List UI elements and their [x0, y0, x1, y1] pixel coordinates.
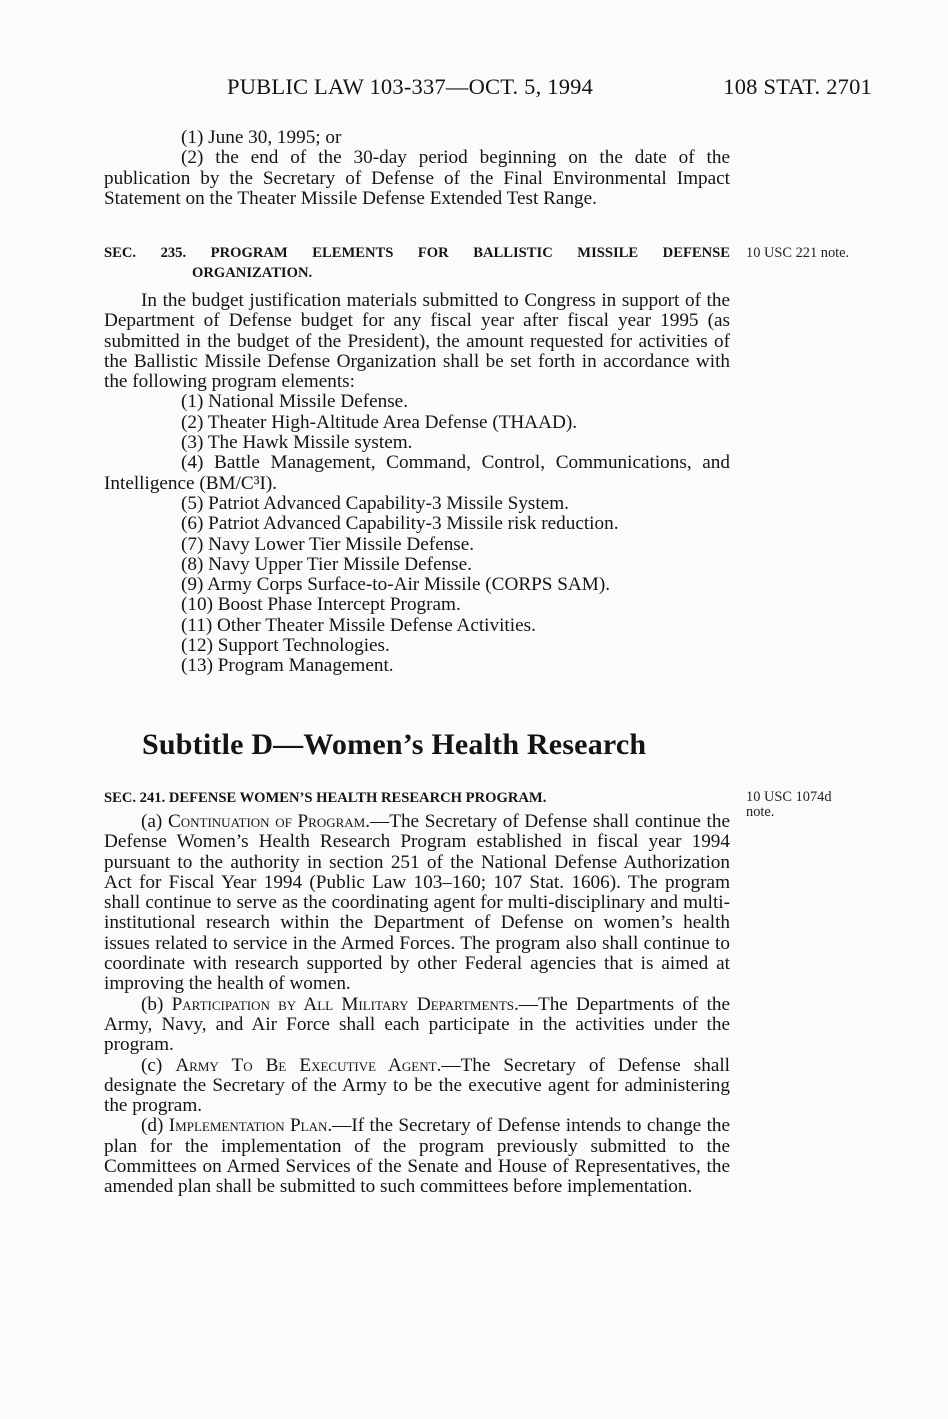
page-header-stat: 108 STAT. 2701 — [723, 74, 872, 99]
section-heading-line: ORGANIZATION. — [192, 265, 313, 281]
margin-note-line: 10 USC 1074d — [746, 789, 832, 805]
list-item: (12) Support Technologies. — [181, 635, 390, 657]
list-item: (6) Patriot Advanced Capability-3 Missile risk reduction. — [181, 513, 619, 535]
subsection-c — [104, 1056, 730, 1117]
list-item: (5) Patriot Advanced Capability-3 Missile System. — [181, 492, 569, 514]
subsection-caption: Implementation Plan. — [168, 1115, 333, 1137]
list-item: (2) the end of the 30-day period beginning on the date of the publication by the Secretary of Defense of the Final Environmental Impact Statement on the Theater Missile Defense Extended Test Range. — [104, 147, 730, 209]
list-item: (1) National Missile Defense. — [181, 391, 408, 413]
subsection-text: —The Secretary of Defense shall continue the Defense Women’s Health Research Program established in fiscal year 1994 pursuant to the authority in section 251 of the National Defense Authorization Act for Fiscal Year 1994 (Public Law 103–160; 107 Stat. 1606). The program shall continue to serve as the coordinating agent for multi-disciplinary and multi-institutional research within the Department of Defense on women’s health issues related to service in the Armed Forces. The program also shall continue to coordinate with research supported by other Federal agencies that is aimed at improving the health of women. — [104, 811, 730, 995]
list-item: (9) Army Corps Surface-to-Air Missile (CORPS SAM). — [181, 574, 611, 596]
subsection-text: —If the Secretary of Defense intends to change the plan for the implementation of the program previously submitted to the Committees on Armed Services of the Senate and House of Representatives, the amended plan shall be submitted to such committees before implementation. — [104, 1115, 731, 1198]
program-elements-list — [104, 392, 730, 676]
subsection-label: (b) — [141, 993, 164, 1015]
section-heading-line: SEC. 235. PROGRAM ELEMENTS FOR BALLISTIC MISSILE DEFENSE — [104, 245, 730, 261]
page-header-title: PUBLIC LAW 103-337—OCT. 5, 1994 — [227, 74, 594, 99]
subsection-caption: Continuation of Program. — [167, 811, 371, 832]
section-body-235 — [104, 291, 730, 677]
subsection-b — [104, 995, 730, 1056]
list-item: (8) Navy Upper Tier Missile Defense. — [181, 553, 472, 575]
subsection-text: —The Secretary of Defense shall designate the Secretary of the Army to be the executive agent for administering the program. — [104, 1054, 731, 1117]
subsection-text: —The Departments of the Army, Navy, and Air Force shall each participate in the activities under the program. — [104, 993, 731, 1056]
margin-note-line: note. — [746, 804, 775, 820]
section-heading-235 — [104, 243, 730, 283]
subsection-label: (d) — [141, 1115, 164, 1137]
margin-note-241 — [746, 790, 886, 820]
list-item: (4) Battle Management, Command, Control, Communications, and Intelligence (BM/C³I). — [104, 452, 730, 494]
list-item: (3) The Hawk Missile system. — [181, 432, 413, 454]
list-item: (13) Program Management. — [181, 655, 394, 677]
subsection-label: (a) — [141, 811, 163, 832]
section-body-241 — [104, 812, 730, 1198]
margin-note-235: 10 USC 221 note. — [746, 245, 850, 261]
list-item: (11) Other Theater Missile Defense Activities. — [181, 614, 536, 636]
subsection-caption: Army To Be Executive Agent. — [175, 1054, 442, 1076]
subtitle-heading: Subtitle D—Women’s Health Research — [142, 728, 647, 761]
subsection-caption: Participation by All Military Departments. — [171, 993, 519, 1015]
list-item: (7) Navy Lower Tier Missile Defense. — [181, 533, 475, 555]
continuation-block — [104, 128, 730, 209]
subsection-d — [104, 1116, 730, 1197]
list-item: (1) June 30, 1995; or — [181, 127, 342, 148]
list-item: (2) Theater High-Altitude Area Defense (THAAD). — [181, 411, 578, 433]
section-intro: In the budget justification materials submitted to Congress in support of the Department of Defense budget for any fiscal year after fiscal year 1995 (as submitted in the budget of the President), the amount requested for activities of the Ballistic Missile Defense Organization shall be set forth in accordance with the following program elements: — [104, 290, 730, 393]
subsection-label: (c) — [141, 1054, 163, 1076]
list-item: (10) Boost Phase Intercept Program. — [181, 594, 461, 616]
section-heading-241: SEC. 241. DEFENSE WOMEN’S HEALTH RESEARCH PROGRAM. — [104, 790, 547, 806]
subsection-a — [104, 812, 730, 995]
